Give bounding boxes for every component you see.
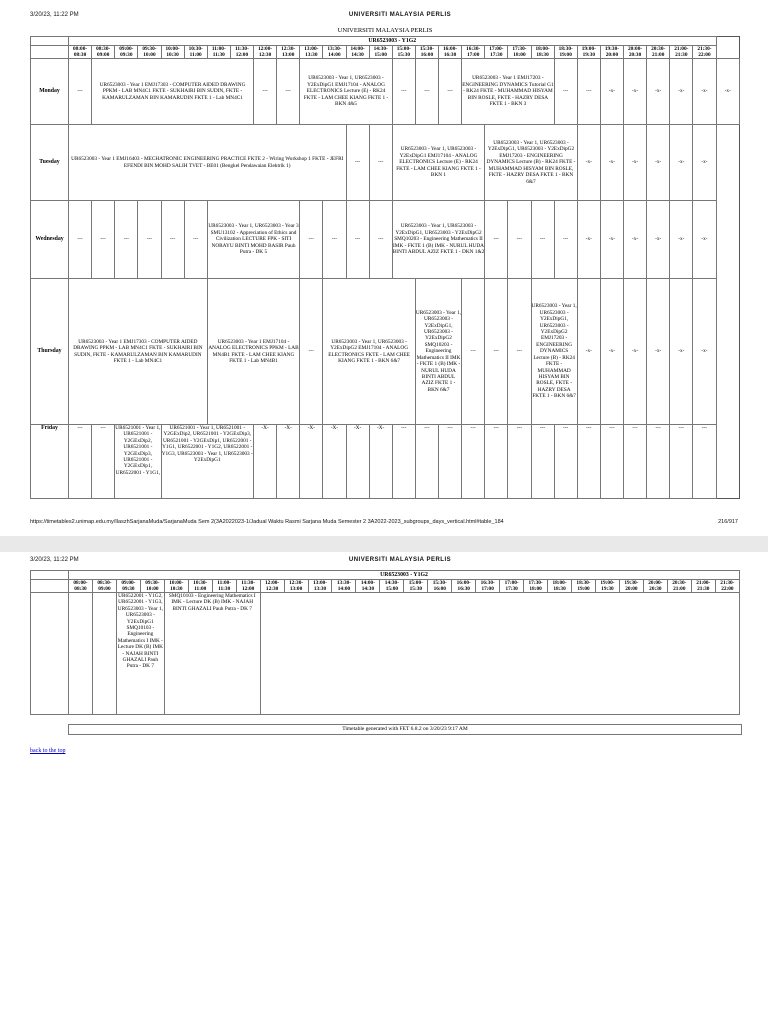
activity-cell: UR6523003 - Year 1, UR6523003 - Year 3 SMU13102 - Appreciation of Ethics and Civilization LECTURE FPK - SITI NORAYU BINTI MOHD BASIR Pauh Putra - DK 5: [207, 201, 300, 279]
time-slot-header: 15:00-15:30: [404, 580, 428, 593]
empty-slot: ---: [392, 59, 415, 125]
activity-cell: UR6523003 - Year 1, UR6523003 - Y2ExDipG1 EMJ17104 - ANALOG ELECTRONICS Lecture (E) - RK24 FKTE - LAM CHEE KIANG FKTE 1 - BKN 4&5: [300, 59, 393, 125]
time-slot-header: 21:30-22:00: [693, 46, 716, 59]
time-slot-header: 18:00-18:30: [531, 46, 554, 59]
day-label: Friday: [31, 425, 69, 499]
empty-slot: ---: [92, 201, 115, 279]
generated-note: Timetable generated with FET 6.8.2 on 3/20/23 9:17 AM: [68, 724, 742, 735]
empty-slot: -x-: [600, 125, 623, 201]
time-slot-header: 15:30-16:00: [428, 580, 452, 593]
empty-slot: -x-: [647, 125, 670, 201]
empty-slot: -X-: [300, 425, 323, 499]
empty-slot: ---: [69, 201, 92, 279]
activity-cell: UR6523003 - Year 1 EMJ17303 - COMPUTER AIDED DRAWING PPKM - LAB MN4C1 FKTE - SUKHAIRI BIN SUDIN, FKTE - KAMARULZAMAN BIN KAMARUDIN FKTE 1 - Lab MN4C1: [92, 59, 254, 125]
timetable: [30, 36, 740, 499]
empty-slot: -x-: [670, 279, 693, 425]
empty-slot: ---: [531, 201, 554, 279]
time-slot-header: 11:30-12:00: [230, 46, 253, 59]
empty-slot: ---: [554, 59, 577, 125]
time-slot-header: 08:00-08:30: [69, 580, 93, 593]
empty-slot: -X-: [254, 425, 277, 499]
empty-slot: -x-: [600, 279, 623, 425]
empty-slot: ---: [485, 425, 508, 499]
time-slot-header: 21:30-22:00: [715, 580, 739, 593]
time-slot-header: 19:00-19:30: [577, 46, 600, 59]
empty-slot: ---: [647, 425, 670, 499]
day-label: Wednesday: [31, 201, 69, 279]
empty-slot: -x-: [670, 125, 693, 201]
time-slot-header: 08:30-09:00: [92, 580, 116, 593]
activity-cell: UR6523003 - Year 1, UR6523003 - Y2ExDipG2 EMJ17104 - ANALOG ELECTRONICS FKTE - LAM CHEE KIANG FKTE 1 - BKN 6&7: [323, 279, 416, 425]
day-label: Thursday: [31, 279, 69, 425]
empty-slot: ---: [277, 59, 300, 125]
empty-slot: ---: [531, 425, 554, 499]
time-slot-header: 10:30-11:00: [184, 46, 207, 59]
empty-slot: ---: [161, 201, 184, 279]
empty-slot: ---: [462, 279, 485, 425]
print-date: 3/20/23, 11:22 PM: [30, 12, 79, 18]
day-row-friday: [31, 425, 740, 499]
empty-slot: -X-: [277, 425, 300, 499]
activity-cell: UR6523003 - Year 1, UR6523003 - Y2ExDipG1, UR6523003 - Y2ExDipG2 EMJ17203 - ENGINEERING DYNAMICS Lecture (B) - RK24 FKTE - MUHAMMAD HISYAM BIN ROSLE, FKTE - HAZRY DESA FKTE 1 - BKN 6&7: [531, 279, 577, 425]
time-slot-header: 18:30-19:00: [554, 46, 577, 59]
friday-continued-row: [31, 593, 740, 715]
time-slot-header: 18:00-18:30: [548, 580, 572, 593]
time-slot-header: 19:30-20:00: [619, 580, 643, 593]
time-slot-header: 17:30-18:00: [524, 580, 548, 593]
empty-slot: -x-: [693, 125, 716, 201]
time-slot-header: 08:30-09:00: [92, 46, 115, 59]
empty-slot: -x-: [670, 59, 693, 125]
activity-cell: UR6523003 - Year 1 EMJ17104 - ANALOG ELECTRONICS PPKM - LAB MN4B1 FKTE - LAM CHEE KIANG FKTE 1 - Lab MN4B1: [207, 279, 300, 425]
activity-cell: UR6521001 - Year 1, UR6521001 - Y2GExDip2, UR6521001 - Y2GExDip3, UR6521001 - Y2GExDip1, UR6522001 - Y1G1, UR6522001 - Y1G2, UR6522001 - Y1G3, UR6523003 - Year 1, UR6523003 - Y2ExDipG1: [161, 425, 254, 499]
empty-slot: -x-: [600, 59, 623, 125]
activity-cell: UR6522001 - Y1G2, UR6522001 - Y1G3, UR6523003 - Year 1, UR6523003 - Y2ExDipG1 SMQ10103 - Engineering Mathematics I IMK - Lecture DK (B) IMK - NAJAH BINTI GHAZALI Pauh Putra - DK 7: [116, 593, 164, 715]
empty-slot: ---: [392, 425, 415, 499]
time-slot-header: 13:30-14:00: [332, 580, 356, 593]
empty-slot: ---: [323, 201, 346, 279]
time-slot-header: 12:30-13:00: [284, 580, 308, 593]
empty-slot: -x-: [600, 201, 623, 279]
empty-slot: -x-: [716, 59, 740, 125]
empty-slot: -x-: [693, 279, 716, 425]
print-footer: [0, 519, 768, 529]
empty-slot: -X-: [369, 425, 392, 499]
time-slot-header: 13:30-14:00: [323, 46, 346, 59]
empty-slot: ---: [508, 425, 531, 499]
time-slot-header: 09:00-09:30: [115, 46, 138, 59]
empty-slot: ---: [600, 425, 623, 499]
time-slot-header: 17:00-17:30: [500, 580, 524, 593]
time-slot-header: 21:00-21:30: [670, 46, 693, 59]
time-slot-header: 20:00-20:30: [643, 580, 667, 593]
page-number: 216/917: [718, 519, 738, 525]
day-row-tuesday: [31, 125, 740, 201]
empty-slot: -x-: [624, 201, 647, 279]
empty-slot: ---: [462, 425, 485, 499]
empty-slot: ---: [300, 201, 323, 279]
empty-slot: ---: [554, 201, 577, 279]
empty-slot: ---: [69, 59, 92, 125]
empty-slot: -x-: [647, 59, 670, 125]
empty-slot: ---: [485, 201, 508, 279]
table-title: UR6523003 - Y1G2: [69, 571, 740, 580]
empty-slot: ---: [115, 201, 138, 279]
time-slot-header: 11:00-11:30: [212, 580, 236, 593]
time-slot-header: 11:00-11:30: [207, 46, 230, 59]
activity-cell: UR6523003 - Year 1, UR6523003 - Y2ExDipG1, UR6523003 - Y2ExDipG2 EMJ17203 - ENGINEERING DYNAMICS Lecture (B) - RK24 FKTE - MUHAMMAD HISYAM BIN ROSLE, FKTE - HAZRY DESA FKTE 1 - BKN 6&7: [485, 125, 578, 201]
time-slot-header: 12:30-13:00: [277, 46, 300, 59]
empty-slot: ---: [184, 201, 207, 279]
time-slot-header: 14:00-14:30: [346, 46, 369, 59]
empty-slot: ---: [485, 279, 508, 425]
time-slot-header: 15:30-16:00: [415, 46, 438, 59]
activity-cell: SMQ10103 - Engineering Mathematics I IMK - Lecture DK (B) IMK - NAJAH BINTI GHAZALI Pauh Putra - DK 7: [164, 593, 260, 715]
empty-slot: ---: [508, 279, 531, 425]
empty-slot: ---: [439, 425, 462, 499]
time-slot-header: 13:00-13:30: [308, 580, 332, 593]
time-slot-header: 13:00-13:30: [300, 46, 323, 59]
empty-slot: ---: [69, 425, 92, 499]
time-slot-header: 16:00-16:30: [439, 46, 462, 59]
empty-slot: ---: [577, 425, 600, 499]
time-slot-header: 15:00-15:30: [392, 46, 415, 59]
empty-slot: -x-: [577, 125, 600, 201]
empty-slot: ---: [577, 59, 600, 125]
time-slot-header: 20:30-21:00: [647, 46, 670, 59]
time-slot-header: 09:30-10:00: [140, 580, 164, 593]
day-label: Tuesday: [31, 125, 69, 201]
university-name: UNIVERSITI MALAYSIA PERLIS: [337, 27, 433, 34]
empty-slot: -x-: [624, 125, 647, 201]
empty-slot: ---: [554, 425, 577, 499]
time-slot-header: 17:30-18:00: [508, 46, 531, 59]
empty-slot: -x-: [577, 279, 600, 425]
page-url: https://timetables2.unimap.edu.my/IlaszhSarjanaMuda/SarjanaMuda Sem 2(3A2022023-1/Jadual Waktu Rasmi Sarjana Muda Semester 2 3A2022-2023_subgroups_days_vertical.html#table_184: [30, 519, 504, 525]
day-row-thursday: [31, 279, 740, 425]
empty-slot: ---: [670, 425, 693, 499]
print-title: UNIVERSITI MALAYSIA PERLIS: [348, 12, 452, 18]
empty-slot: ---: [369, 201, 392, 279]
timetable-continued: [30, 570, 740, 715]
empty-slot: -x-: [624, 59, 647, 125]
time-slot-header: 09:00-09:30: [116, 580, 140, 593]
empty-slot: ---: [508, 201, 531, 279]
time-slot-header: 10:00-10:30: [161, 46, 184, 59]
back-to-top-link[interactable]: back to the top: [30, 748, 66, 754]
empty-slot: ---: [92, 425, 115, 499]
time-slot-header: 12:00-12:30: [260, 580, 284, 593]
empty-slot: -x-: [693, 201, 716, 279]
print-title: UNIVERSITI MALAYSIA PERLIS: [348, 557, 452, 563]
print-header: [0, 10, 768, 22]
time-header-row: [31, 46, 740, 59]
activity-cell: UR6523003 - Year 1, UR6523003 - Y2ExDipG1, UR6523003 - Y2ExDipG2 SMQ10203 - Engineering Mathematics II IMK - FKTE 1 (B) IMK - NURUL HUDA BINTI ABDUL AZIZ FKTE 1 - DKN 1&2: [392, 201, 485, 279]
empty-slot: -x-: [693, 59, 716, 125]
empty-slot: ---: [439, 59, 462, 125]
empty-slot: ---: [415, 425, 438, 499]
time-slot-header: 11:30-12:00: [236, 580, 260, 593]
day-row-wednesday: [31, 201, 740, 279]
empty-slot: ---: [346, 201, 369, 279]
time-slot-header: 17:00-17:30: [485, 46, 508, 59]
time-slot-header: 18:30-19:00: [572, 580, 596, 593]
time-slot-header: 20:00-20:30: [624, 46, 647, 59]
empty-slot: -x-: [647, 279, 670, 425]
empty-slot: -x-: [577, 201, 600, 279]
empty-slot: -x-: [670, 201, 693, 279]
page-break: [0, 536, 768, 552]
table-title: UR6523003 - Y1G2: [69, 37, 717, 46]
empty-slot: -X-: [346, 425, 369, 499]
empty-slot: -x-: [647, 201, 670, 279]
empty-slot: ---: [254, 59, 277, 125]
time-slot-header: 08:00-08:30: [69, 46, 92, 59]
time-slot-header: 12:00-12:30: [254, 46, 277, 59]
empty-slot: -X-: [323, 425, 346, 499]
print-header-page2: [0, 555, 768, 567]
day-label: Monday: [31, 59, 69, 125]
time-slot-header: 16:30-17:00: [476, 580, 500, 593]
print-date: 3/20/23, 11:22 PM: [30, 557, 79, 563]
empty-slot: ---: [624, 425, 647, 499]
empty-slot: ---: [369, 125, 392, 201]
empty-slot: ---: [415, 59, 438, 125]
time-slot-header: 21:00-21:30: [691, 580, 715, 593]
time-slot-header: 19:30-20:00: [600, 46, 623, 59]
time-slot-header: 14:30-15:00: [369, 46, 392, 59]
time-slot-header: 16:30-17:00: [462, 46, 485, 59]
activity-cell: UR6523003 - Year 1 EMJ17303 - COMPUTER AIDED DRAWING PPKM - LAB MN4C1 FKTE - SUKHAIRI BIN SUDIN, FKTE - KAMARULZAMAN BIN KAMARUDIN FKTE 1 - Lab MN4C1: [69, 279, 208, 425]
time-slot-header: 20:30-21:00: [667, 580, 691, 593]
time-slot-header: 14:00-14:30: [356, 580, 380, 593]
empty-slot: ---: [693, 425, 716, 499]
activity-cell: UR6523003 - Year 1, UR6523003 - Y2ExDipG1 EMJ17104 - ANALOG ELECTRONICS Lecture (E) - RK24 FKTE - LAM CHEE KIANG FKTE 1 - BKN 1: [392, 125, 485, 201]
time-header-row: [31, 580, 740, 593]
empty-slot: ---: [300, 279, 323, 425]
activity-cell: UR6523003 - Year 1, UR6523003 - Y2ExDipG1, UR6523003 - Y2ExDipG2 SMQ10203 - Engineering Mathematics II IMK - FKTE 1 (B) IMK - NURUL HUDA BINTI ABDUL AZIZ FKTE 1 - BKN 6&7: [415, 279, 461, 425]
activity-cell: UR6523003 - Year 1 EMJ17203 - ENGINEERING DYNAMICS Tutorial G1 - RK24 FKTE - MUHAMMAD HISYAM BIN ROSLE, FKTE - HAZRY DESA FKTE 1 - BKN 3: [462, 59, 555, 125]
day-row-monday: [31, 59, 740, 125]
time-slot-header: 19:00-19:30: [595, 580, 619, 593]
time-slot-header: 16:00-16:30: [452, 580, 476, 593]
time-slot-header: 10:00-10:30: [164, 580, 188, 593]
activity-cell: UR6523003 - Year 1 EMJ16403 - MECHATRONIC ENGINEERING PRACTICE FKTE 2 - Wiring Workshop 1 FKTE - JEFRI EFENDI BIN MOHD SALIH TVET - BE01 (Bengkel Pendawaian Elektrik 1): [69, 125, 347, 201]
empty-slot: ---: [138, 201, 161, 279]
time-slot-header: 09:30-10:00: [138, 46, 161, 59]
activity-cell: UR6521001 - Year 1, UR6521001 - Y2GExDip2, UR6521001 - Y2GExDip3, UR6521001 - Y2GExDip1, UR6522001 - Y1G1,: [115, 425, 161, 499]
empty-slot: -x-: [624, 279, 647, 425]
time-slot-header: 10:30-11:00: [188, 580, 212, 593]
time-slot-header: 14:30-15:00: [380, 580, 404, 593]
empty-slot: ---: [346, 125, 369, 201]
